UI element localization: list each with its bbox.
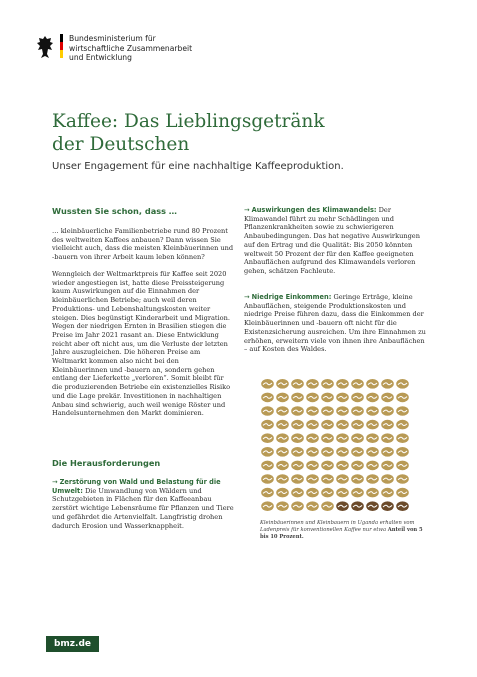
- coffee-bean-icon: [381, 447, 394, 457]
- market-paragraph: Wenngleich der Weltmarktpreis für Kaffee seit 2020 wieder angestiegen ist, hatte diese Preissteigerung kaum Auswirkungen auf die Einnahmen der kleinbäuerlichen Betriebe; auch weil deren Produktions- und Lebenshaltungskosten weiter steigen. Dies begünstigt Kinderarbeit und Migration. Wegen der niedrigen Ernten in Brasilien stiegen die Preise im Jahr 2021 rasant an. Diese Entwicklung reicht aber oft nicht aus, um die Verluste der letzten Jahre auszugleichen. Die höheren Preise am Weltmarkt kommen also nicht bei den Kleinbäuerinnen und -bauern an, sondern gehen entlang der Lieferkette „verloren“. Somit bleibt für die produzierenden Betriebe ein existenzielles Risiko und die Lage prekär. Investitionen in nachhaltigen Anbau sind schwierig, auch weil wenige Röster und Handelsunternehmen den Markt dominieren.: [52, 270, 231, 418]
- coffee-bean-icon: [321, 393, 334, 403]
- coffee-bean-icon: [396, 447, 409, 457]
- bean-grid-caption: Kleinbäuerinnen und Kleinbauern in Uganda erhalten vom Ladenpreis für konventionellen Kaffee nur etwa Anteil von 5 bis 10 Prozent.: [260, 520, 423, 540]
- coffee-bean-icon: [336, 420, 349, 430]
- coffee-bean-icon: [321, 474, 334, 484]
- coffee-bean-icon: [351, 433, 364, 443]
- coffee-bean-icon: [366, 420, 379, 430]
- coffee-bean-icon: [366, 433, 379, 443]
- coffee-bean-icon: [336, 379, 349, 389]
- coffee-bean-icon: [381, 461, 394, 471]
- coffee-bean-icon: [291, 406, 304, 416]
- coffee-bean-icon: [291, 474, 304, 484]
- coffee-bean-icon: [306, 474, 319, 484]
- coffee-bean-icon: [336, 393, 349, 403]
- coffee-bean-icon: [291, 433, 304, 443]
- coffee-bean-icon: [381, 393, 394, 403]
- coffee-bean-icon: [276, 379, 289, 389]
- bmz-link-badge[interactable]: bmz.de: [46, 636, 99, 652]
- coffee-bean-icon: [321, 433, 334, 443]
- coffee-bean-icon: [381, 474, 394, 484]
- coffee-bean-icon: [306, 501, 319, 511]
- coffee-bean-icon: [351, 488, 364, 498]
- coffee-bean-icon: [351, 379, 364, 389]
- coffee-bean-icon: [366, 447, 379, 457]
- coffee-bean-icon: [276, 488, 289, 498]
- coffee-bean-icon: [396, 420, 409, 430]
- coffee-bean-icon: [321, 488, 334, 498]
- arrow-right-icon: →: [244, 206, 252, 214]
- coffee-bean-icon: [291, 447, 304, 457]
- coffee-bean-icon: [366, 406, 379, 416]
- coffee-bean-icon: [321, 501, 334, 511]
- coffee-bean-icon: [306, 379, 319, 389]
- coffee-bean-icon-highlighted: [381, 501, 394, 511]
- coffee-bean-icon: [306, 461, 319, 471]
- coffee-bean-icon: [261, 501, 274, 511]
- coffee-bean-icon: [306, 488, 319, 498]
- bullet-income: → Niedrige Einkommen: Geringe Erträge, kleine Anbauflächen, steigende Produktionskosten und niedrige Preise führen dazu, dass die Einkommen der Kleinbäuerinnen und -bauern oft nicht für die Existenzsicherung ausreichen. Um ihre Einnahmen zu erhöhen, erweitern viele von ihnen ihre Anbauflächen – auf Kosten des Waldes.: [244, 293, 426, 354]
- coffee-bean-icon: [336, 433, 349, 443]
- coffee-bean-icon: [306, 393, 319, 403]
- flag-bar-icon: [60, 34, 63, 58]
- section-heading-challenges: Die Herausforderungen: [52, 458, 161, 468]
- coffee-bean-icon: [321, 406, 334, 416]
- coffee-bean-icon: [336, 406, 349, 416]
- coffee-bean-icon: [306, 406, 319, 416]
- coffee-bean-icon: [396, 474, 409, 484]
- coffee-bean-icon: [261, 447, 274, 457]
- coffee-bean-icon: [291, 379, 304, 389]
- coffee-bean-icon: [336, 447, 349, 457]
- coffee-bean-icon: [366, 393, 379, 403]
- coffee-bean-icon: [396, 393, 409, 403]
- coffee-bean-icon: [366, 488, 379, 498]
- bullet-deforestation: → Zerstörung von Wald und Belastung für die Umwelt: Die Umwandlung von Wäldern und Schutzgebieten in Flächen für den Kaffeeanbau zerstört wichtige Lebensräume für Pflanzen und Tiere und gefährdet die Artenvielfalt. Langfristig drohen dadurch Erosion und Wasserknappheit.: [52, 478, 234, 530]
- coffee-bean-icon: [396, 379, 409, 389]
- coffee-bean-icon: [261, 406, 274, 416]
- coffee-bean-icon: [291, 501, 304, 511]
- coffee-bean-icon: [381, 379, 394, 389]
- coffee-bean-icon-highlighted: [366, 501, 379, 511]
- coffee-bean-icon: [261, 420, 274, 430]
- arrow-right-icon: →: [244, 293, 252, 301]
- coffee-bean-icon: [351, 461, 364, 471]
- page-subtitle: Unser Engagement für eine nachhaltige Kaffeeproduktion.: [52, 161, 344, 172]
- coffee-bean-icon: [336, 488, 349, 498]
- bullet-climate: → Auswirkungen des Klimawandels: Der Klimawandel führt zu mehr Schädlingen und Pflanzenkrankheiten sowie zu schwierigeren Anbaubedingungen. Das hat negative Auswirkungen auf den Ertrag und die Qualität: Bis 2050 könnten weltweit 50 Prozent der für den Kaffee geeigneten Anbauflächen aufgrund des Klimawandels verloren gehen, schätzen Fachleute.: [244, 206, 420, 275]
- coffee-bean-icon: [276, 501, 289, 511]
- coffee-bean-icon: [321, 420, 334, 430]
- intro-paragraph: … kleinbäuerliche Familienbetriebe rund 80 Prozent des weltweiten Kaffees anbauen? Dann wissen Sie vielleicht auch, dass die meisten Kleinbäuerinnen und -bauern von ihrer Arbeit kaum leben können?: [52, 227, 234, 262]
- coffee-bean-icon: [261, 474, 274, 484]
- section-heading-facts: Wussten Sie schon, dass …: [52, 206, 177, 216]
- coffee-bean-icon: [306, 433, 319, 443]
- coffee-bean-grid: [260, 377, 410, 517]
- coffee-bean-icon: [381, 406, 394, 416]
- coffee-bean-icon: [336, 474, 349, 484]
- eagle-icon: [36, 34, 54, 60]
- coffee-bean-icon-highlighted: [396, 501, 409, 511]
- coffee-bean-icon: [291, 393, 304, 403]
- page-title: Kaffee: Das Lieblingsgetränk der Deutschen: [52, 111, 325, 155]
- coffee-bean-icon-highlighted: [351, 501, 364, 511]
- coffee-bean-icon: [276, 474, 289, 484]
- coffee-bean-icon: [261, 379, 274, 389]
- coffee-bean-icon: [291, 420, 304, 430]
- coffee-bean-icon: [261, 461, 274, 471]
- coffee-bean-icon: [381, 433, 394, 443]
- coffee-bean-icon: [396, 406, 409, 416]
- coffee-bean-icon: [276, 461, 289, 471]
- coffee-bean-icon: [276, 393, 289, 403]
- coffee-bean-icon: [291, 461, 304, 471]
- coffee-bean-icon: [366, 379, 379, 389]
- coffee-bean-icon: [261, 488, 274, 498]
- coffee-bean-icon: [276, 447, 289, 457]
- coffee-bean-icon: [321, 379, 334, 389]
- coffee-bean-icon: [321, 447, 334, 457]
- coffee-bean-icon-highlighted: [336, 501, 349, 511]
- coffee-bean-icon: [381, 488, 394, 498]
- coffee-bean-icon: [276, 433, 289, 443]
- coffee-bean-icon: [261, 393, 274, 403]
- coffee-bean-icon: [351, 393, 364, 403]
- coffee-bean-icon: [366, 461, 379, 471]
- coffee-bean-icon: [396, 461, 409, 471]
- coffee-bean-icon: [351, 406, 364, 416]
- coffee-bean-icon: [276, 420, 289, 430]
- coffee-bean-icon: [336, 461, 349, 471]
- coffee-bean-icon: [276, 406, 289, 416]
- coffee-bean-icon: [396, 433, 409, 443]
- coffee-bean-icon: [321, 461, 334, 471]
- coffee-bean-icon: [291, 488, 304, 498]
- coffee-bean-icon: [381, 420, 394, 430]
- coffee-bean-icon: [351, 420, 364, 430]
- coffee-bean-icon: [366, 474, 379, 484]
- coffee-bean-icon: [396, 488, 409, 498]
- ministry-logo: [36, 34, 192, 63]
- coffee-bean-icon: [351, 474, 364, 484]
- arrow-right-icon: →: [52, 478, 60, 486]
- coffee-bean-icon: [351, 447, 364, 457]
- coffee-bean-icon: [306, 447, 319, 457]
- coffee-bean-icon: [261, 433, 274, 443]
- coffee-bean-icon: [306, 420, 319, 430]
- ministry-name: Bundesministerium für wirtschaftliche Zusammenarbeit und Entwicklung: [69, 34, 193, 63]
